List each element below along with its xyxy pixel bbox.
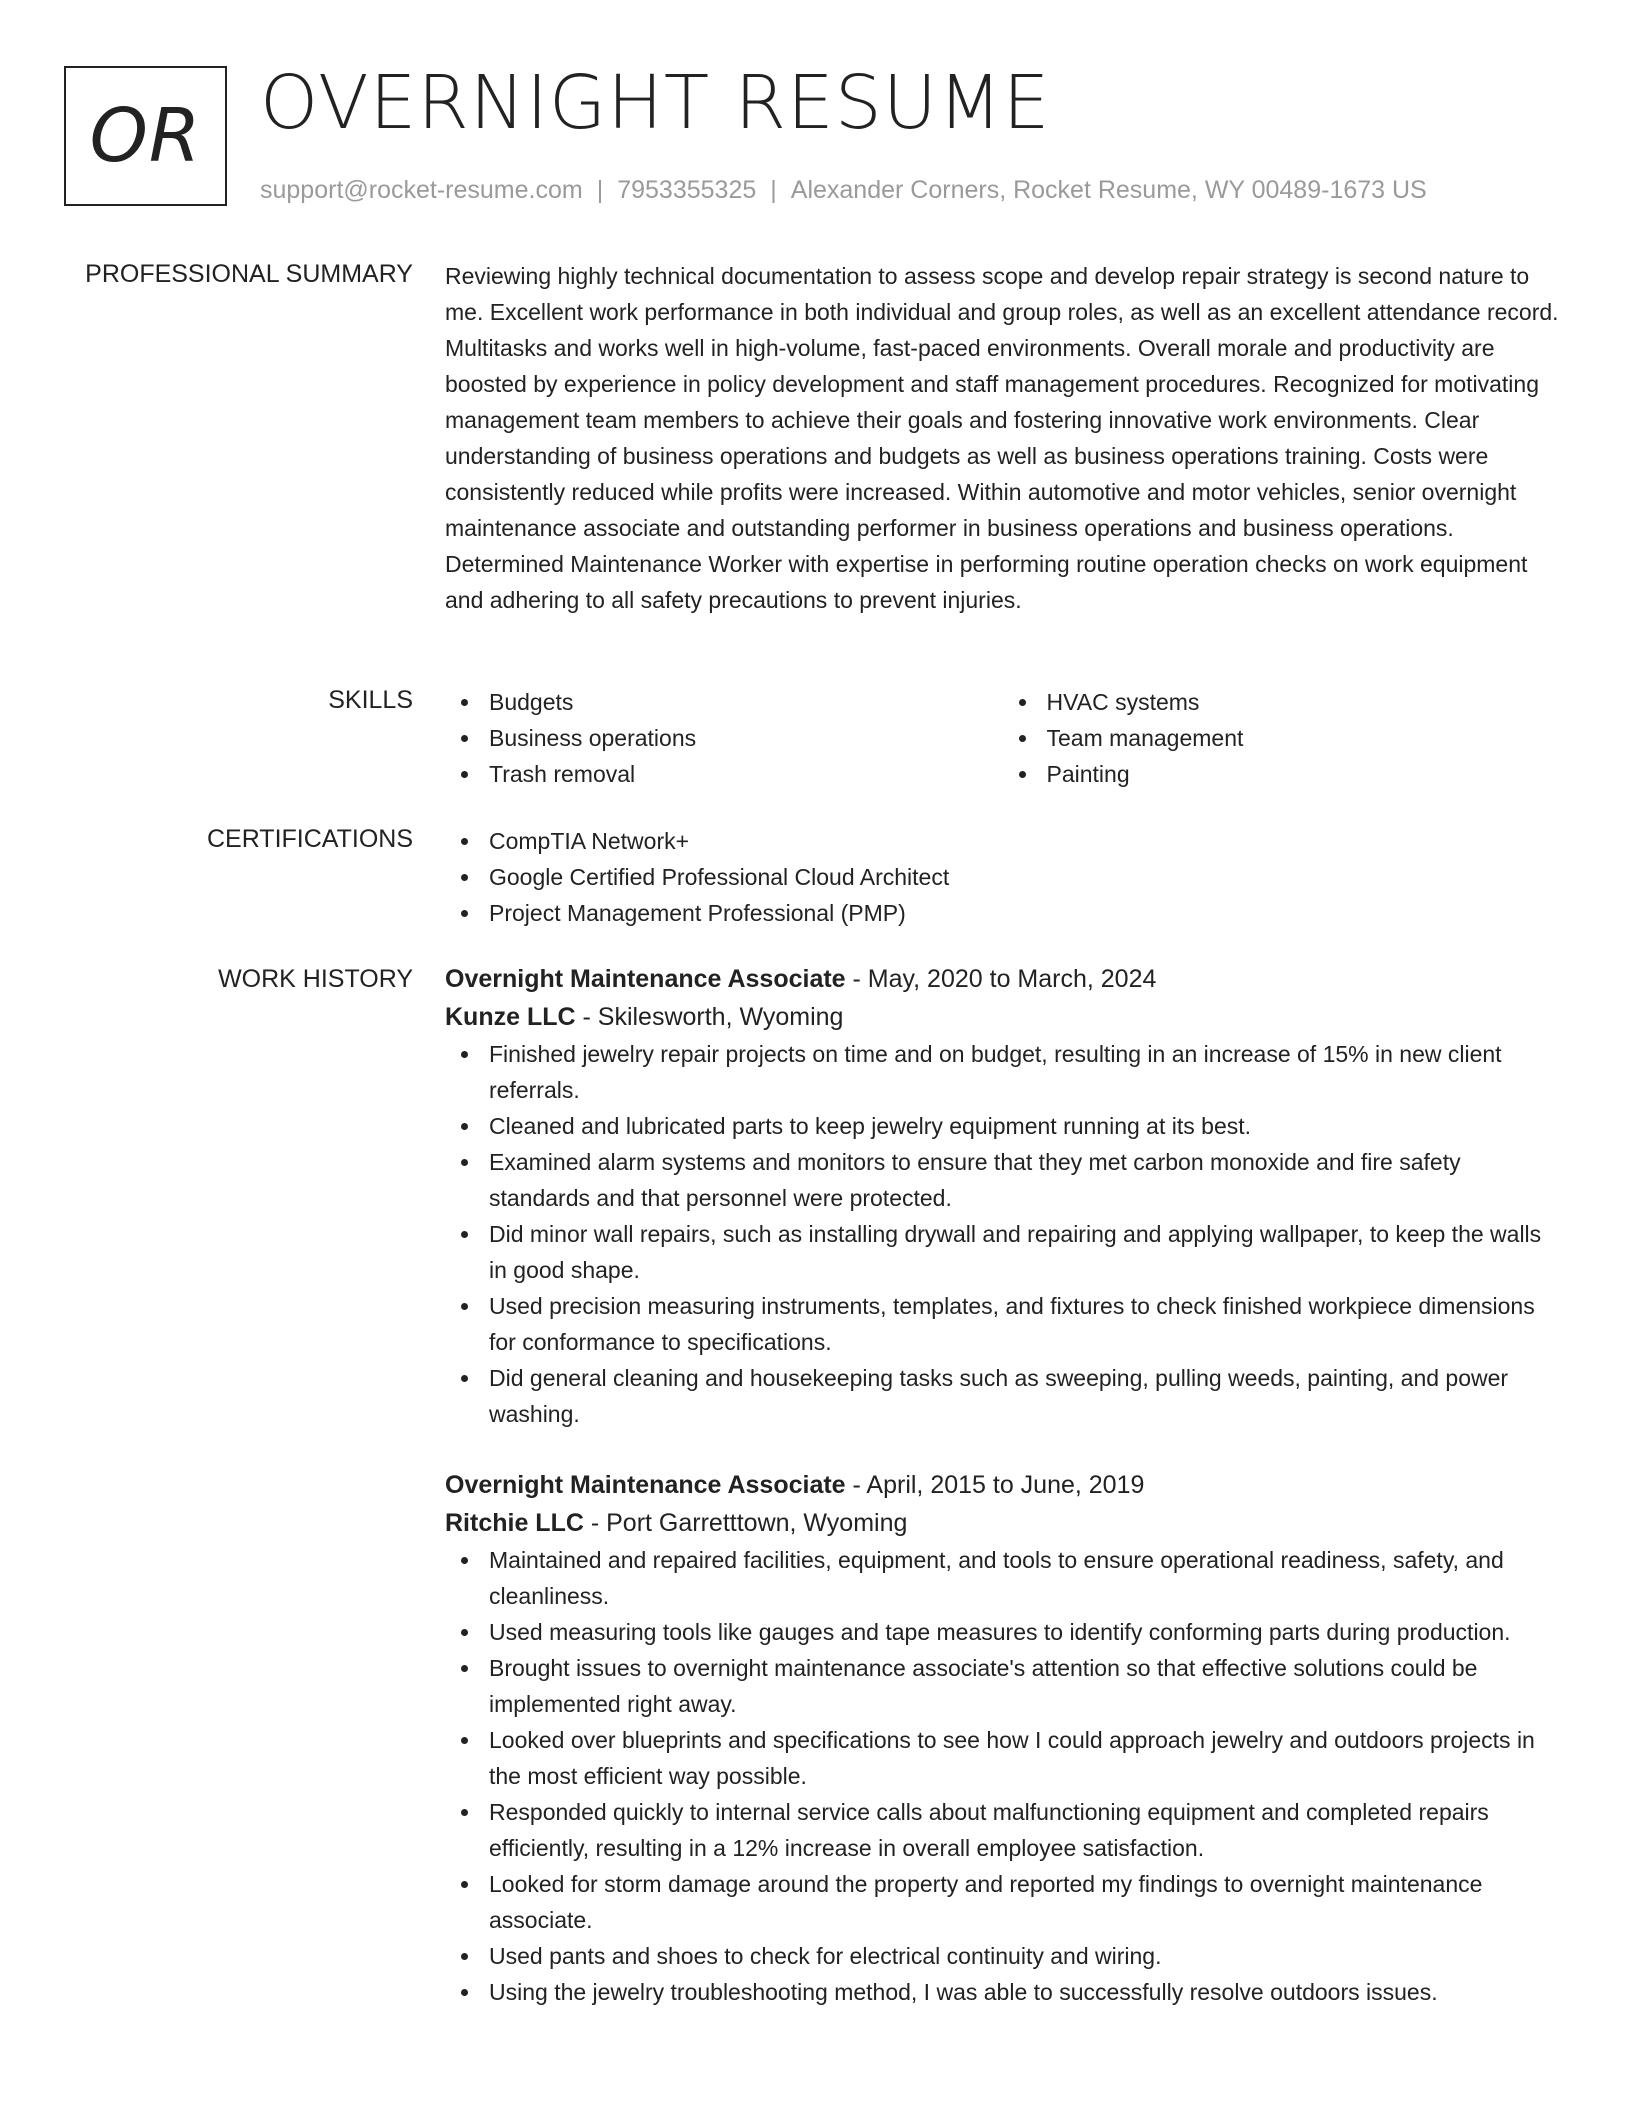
job-location: - Port Garretttown, Wyoming — [583, 1509, 908, 1537]
job-entry — [445, 1466, 1560, 2010]
job-company-line — [445, 1504, 1560, 1542]
job-role: Overnight Maintenance Associate — [445, 965, 846, 993]
job-role: Overnight Maintenance Associate — [445, 1471, 846, 1499]
job-bullet-list — [445, 1542, 1560, 2010]
job-entry — [445, 960, 1560, 1432]
certifications-list — [445, 823, 1560, 931]
contact-email: support@rocket-resume.com — [260, 176, 583, 204]
contact-separator: | — [770, 176, 777, 204]
job-bullet: Maintained and repaired facilities, equipment, and tools to ensure operational readiness, safety, and cleanliness. — [489, 1542, 1560, 1614]
certifications-heading: CERTIFICATIONS — [206, 825, 413, 853]
skills-list-right — [1003, 684, 1561, 792]
monogram-box — [64, 66, 227, 206]
job-title-line — [445, 960, 1560, 998]
job-bullet: Did general cleaning and housekeeping tasks such as sweeping, pulling weeds, painting, and power washing. — [489, 1360, 1560, 1432]
skills-heading: SKILLS — [328, 686, 413, 714]
skills-columns — [445, 684, 1560, 792]
contact-separator: | — [596, 176, 604, 204]
certification-item: Project Management Professional (PMP) — [489, 895, 1560, 931]
job-bullet: Brought issues to overnight maintenance associate's attention so that effective solutions could be implemented right away. — [489, 1650, 1560, 1722]
skill-item: Team management — [1047, 720, 1561, 756]
skills-list-left — [445, 684, 1003, 792]
job-company: Ritchie LLC — [445, 1509, 584, 1537]
job-bullet: Examined alarm systems and monitors to ensure that they met carbon monoxide and fire safety standards and that personnel were protected. — [489, 1144, 1560, 1216]
job-bullet: Finished jewelry repair projects on time and on budget, resulting in an increase of 15% in new client referrals. — [489, 1036, 1560, 1108]
contact-phone: 7953355325 — [617, 176, 757, 204]
skill-item: Trash removal — [489, 756, 1003, 792]
job-bullet: Cleaned and lubricated parts to keep jewelry equipment running at its best. — [489, 1108, 1560, 1144]
skill-item: Business operations — [489, 720, 1003, 756]
job-bullet: Used measuring tools like gauges and tape measures to identify conforming parts during production. — [489, 1614, 1560, 1650]
certification-item: Google Certified Professional Cloud Architect — [489, 859, 1560, 895]
job-bullet: Looked for storm damage around the property and reported my findings to overnight maintenance associate. — [489, 1866, 1560, 1938]
skill-item: Painting — [1047, 756, 1561, 792]
work-history-heading: WORK HISTORY — [218, 965, 413, 993]
skill-item: HVAC systems — [1047, 684, 1561, 720]
job-bullet: Used pants and shoes to check for electrical continuity and wiring. — [489, 1938, 1560, 1974]
job-title-line — [445, 1466, 1560, 1504]
certification-item: CompTIA Network+ — [489, 823, 1560, 859]
job-dates: - April, 2015 to June, 2019 — [845, 1471, 1145, 1499]
job-company: Kunze LLC — [445, 1003, 576, 1031]
summary-heading: PROFESSIONAL SUMMARY — [85, 260, 413, 288]
contact-line — [260, 174, 1427, 206]
job-dates: - May, 2020 to March, 2024 — [845, 965, 1157, 993]
job-bullet: Responded quickly to internal service calls about malfunctioning equipment and completed repairs efficiently, resulting in a 12% increase in overall employee satisfaction. — [489, 1794, 1560, 1866]
job-bullet-list — [445, 1036, 1560, 1432]
skill-item: Budgets — [489, 684, 1003, 720]
summary-text: Reviewing highly technical documentation to assess scope and develop repair strategy is second nature to me. Excellent work performance in both individual and group roles, as well as an excellent attendance record. Multitasks and works well in high-volume, fast-paced environments. Overall morale and productivity are boosted by experience in policy development and staff management procedures. Recognized for motivating management team members to achieve their goals and fostering innovative work environments. Clear understanding of business operations and budgets as well as business operations training. Costs were consistently reduced while profits were increased. Within automotive and motor vehicles, senior overnight maintenance associate and outstanding performer in business operations and business operations. Determined Maintenance Worker with expertise in performing routine operation checks on work equipment and adhering to all safety precautions to prevent injuries. — [445, 263, 1559, 613]
job-bullet: Using the jewelry troubleshooting method, I was able to successfully resolve outdoors issues. — [489, 1974, 1560, 2010]
job-location: - Skilesworth, Wyoming — [575, 1003, 844, 1031]
job-bullet: Did minor wall repairs, such as installing drywall and repairing and applying wallpaper, to keep the walls in good shape. — [489, 1216, 1560, 1288]
candidate-name: OVERNIGHT RESUME — [260, 60, 1051, 146]
job-bullet: Used precision measuring instruments, templates, and fixtures to check finished workpiece dimensions for conformance to specifications. — [489, 1288, 1560, 1360]
contact-address: Alexander Corners, Rocket Resume, WY 00489-1673 US — [790, 176, 1427, 204]
job-bullet: Looked over blueprints and specifications to see how I could approach jewelry and outdoors projects in the most efficient way possible. — [489, 1722, 1560, 1794]
monogram-initials: OR — [89, 93, 202, 179]
job-company-line — [445, 998, 1560, 1036]
